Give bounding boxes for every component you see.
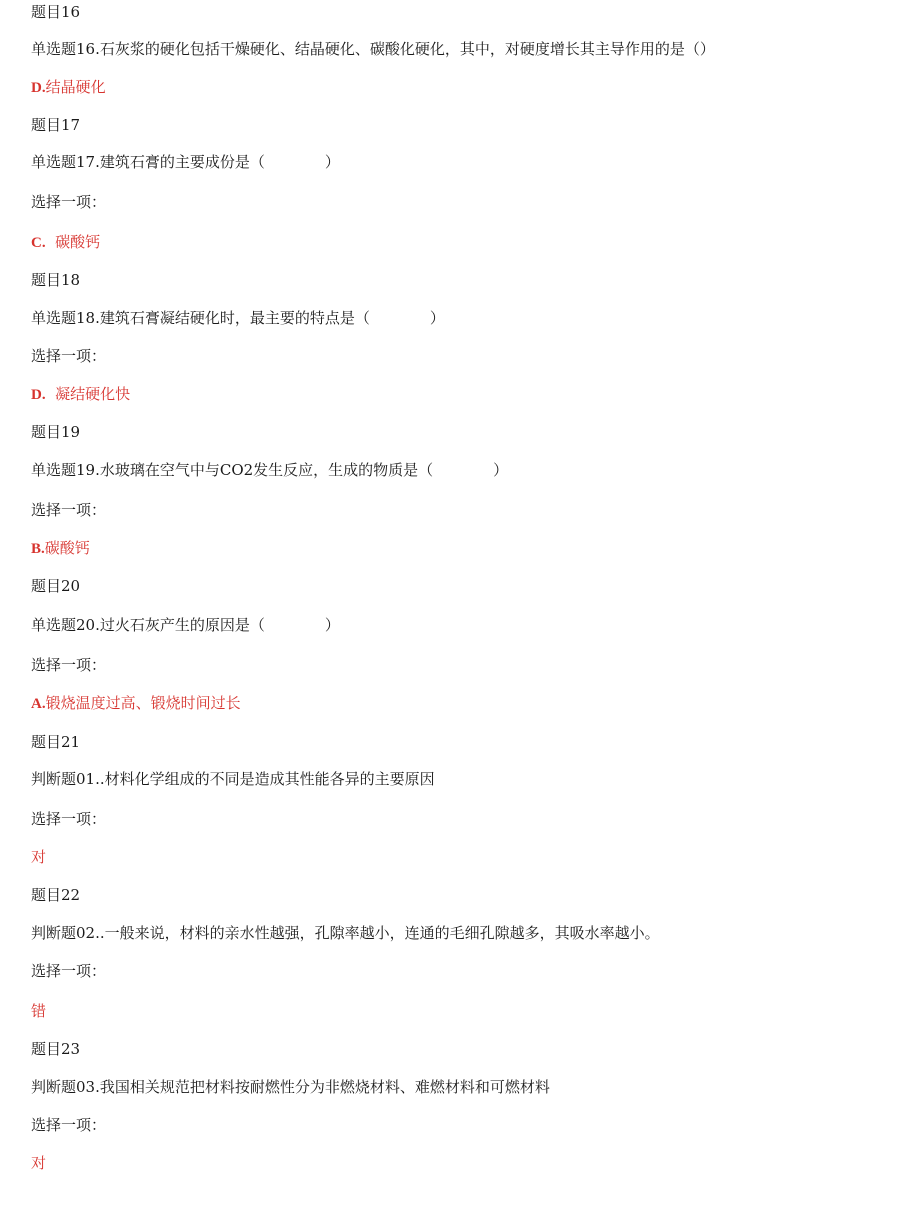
question-16-text: 单选题16.石灰浆的硬化包括干燥硬化、结晶硬化、碳酸化硬化，其中，对硬度增长其主导作用的是（）	[31, 40, 715, 58]
answer-text: 锻烧温度过高、锻烧时间过长	[45, 694, 241, 712]
question-22-text: 判断题02..一般来说，材料的亲水性越强，孔隙率越小，连通的毛细孔隙越多，其吸水率越小。	[31, 924, 660, 942]
question-18-heading: 题目18	[31, 271, 81, 289]
answer-text: 碳酸钙	[45, 233, 101, 251]
question-20-text: 单选题20.过火石灰产生的原因是（ ）	[31, 616, 340, 634]
question-18-text: 单选题18.建筑石膏凝结硬化时，最主要的特点是（ ）	[31, 309, 445, 327]
question-19-text: 单选题19.水玻璃在空气中与CO2发生反应，生成的物质是（ ）	[31, 461, 509, 479]
question-23-prompt: 选择一项：	[31, 1116, 107, 1134]
question-21-prompt: 选择一项：	[31, 810, 107, 828]
question-16-answer	[31, 77, 106, 98]
answer-text: 碳酸钙	[44, 539, 90, 557]
answer-text: 凝结硬化快	[45, 385, 131, 403]
answer-letter: C.	[31, 235, 46, 251]
question-22-prompt: 选择一项：	[31, 962, 107, 980]
question-21-heading: 题目21	[31, 733, 81, 751]
question-18-answer	[31, 384, 130, 405]
question-18-prompt: 选择一项：	[31, 347, 107, 365]
question-21-text: 判断题01..材料化学组成的不同是造成其性能各异的主要原因	[31, 770, 435, 788]
answer-letter: A.	[31, 696, 46, 712]
question-23-heading: 题目23	[31, 1040, 81, 1058]
question-19-heading: 题目19	[31, 423, 81, 441]
answer-letter: B.	[31, 541, 45, 557]
question-17-answer	[31, 232, 100, 253]
question-17-text: 单选题17.建筑石膏的主要成份是（ ）	[31, 153, 340, 171]
answer-letter: D.	[31, 80, 46, 96]
question-21-answer: 对	[31, 848, 47, 866]
question-19-answer	[31, 538, 90, 559]
answer-letter: D.	[31, 387, 46, 403]
question-23-answer: 对	[31, 1154, 47, 1172]
question-22-heading: 题目22	[31, 886, 81, 904]
question-23-text: 判断题03.我国相关规范把材料按耐燃性分为非燃烧材料、难燃材料和可燃材料	[31, 1078, 550, 1096]
question-20-heading: 题目20	[31, 577, 81, 595]
question-19-prompt: 选择一项：	[31, 501, 107, 519]
answer-text: 结晶硬化	[45, 78, 106, 96]
question-16-heading: 题目16	[31, 3, 81, 21]
question-17-prompt: 选择一项：	[31, 193, 107, 211]
question-22-answer: 错	[31, 1002, 47, 1020]
question-17-heading: 题目17	[31, 116, 81, 134]
question-20-prompt: 选择一项：	[31, 656, 107, 674]
question-20-answer	[31, 693, 241, 714]
